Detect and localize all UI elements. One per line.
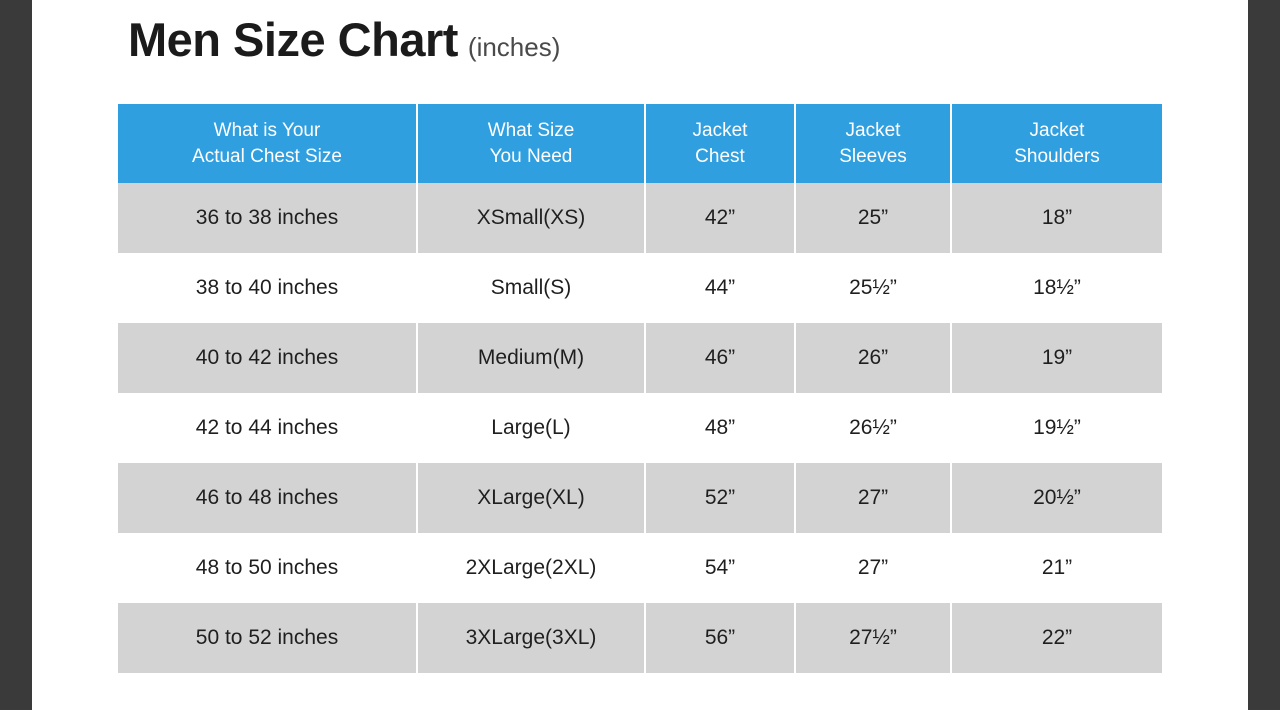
cell-jacket-sleeves: 26” xyxy=(796,323,952,393)
cell-jacket-chest: 54” xyxy=(646,533,796,603)
cell-actual-chest-size: 40 to 42 inches xyxy=(118,323,418,393)
cell-jacket-chest: 48” xyxy=(646,393,796,463)
cell-size-you-need: 2XLarge(2XL) xyxy=(418,533,646,603)
cell-jacket-shoulders: 20½” xyxy=(952,463,1162,533)
cell-jacket-shoulders: 19½” xyxy=(952,393,1162,463)
cell-jacket-chest: 42” xyxy=(646,183,796,253)
column-header-line-1: Jacket xyxy=(1029,120,1085,141)
column-header-line-2: Actual Chest Size xyxy=(192,145,342,167)
cell-jacket-shoulders: 22” xyxy=(952,603,1162,673)
table-row xyxy=(118,323,1162,393)
cell-actual-chest-size: 36 to 38 inches xyxy=(118,183,418,253)
table-row xyxy=(118,603,1162,673)
table-row xyxy=(118,253,1162,323)
cell-jacket-chest: 52” xyxy=(646,463,796,533)
table-header-row xyxy=(118,104,1162,183)
cell-jacket-sleeves: 27” xyxy=(796,463,952,533)
table-body xyxy=(118,183,1162,673)
column-header-line-1: What Size xyxy=(487,120,575,141)
column-header-size-you-need xyxy=(418,104,646,183)
right-letterbox-bar xyxy=(1248,0,1280,710)
cell-jacket-shoulders: 19” xyxy=(952,323,1162,393)
column-header-line-1: Jacket xyxy=(845,120,901,141)
cell-jacket-sleeves: 27” xyxy=(796,533,952,603)
document-sheet xyxy=(32,0,1248,710)
cell-jacket-sleeves: 25½” xyxy=(796,253,952,323)
column-header-line-2: Sleeves xyxy=(839,145,907,167)
page-title xyxy=(128,13,561,66)
cell-actual-chest-size: 50 to 52 inches xyxy=(118,603,418,673)
table-row xyxy=(118,463,1162,533)
table-row xyxy=(118,533,1162,603)
cell-size-you-need: XSmall(XS) xyxy=(418,183,646,253)
column-header-line-2: Shoulders xyxy=(1014,145,1100,167)
cell-size-you-need: Large(L) xyxy=(418,393,646,463)
table-row xyxy=(118,183,1162,253)
column-header-line-1: What is Your xyxy=(213,120,321,141)
cell-actual-chest-size: 48 to 50 inches xyxy=(118,533,418,603)
column-header-line-2: Chest xyxy=(695,145,745,167)
page-title-units: (inches) xyxy=(467,32,561,62)
column-header-jacket-shoulders xyxy=(952,104,1162,183)
cell-size-you-need: Small(S) xyxy=(418,253,646,323)
cell-size-you-need: Medium(M) xyxy=(418,323,646,393)
left-letterbox-bar xyxy=(0,0,32,710)
cell-size-you-need: 3XLarge(3XL) xyxy=(418,603,646,673)
column-header-jacket-sleeves xyxy=(796,104,952,183)
cell-jacket-shoulders: 18½” xyxy=(952,253,1162,323)
cell-jacket-sleeves: 26½” xyxy=(796,393,952,463)
cell-jacket-sleeves: 27½” xyxy=(796,603,952,673)
cell-jacket-chest: 44” xyxy=(646,253,796,323)
cell-actual-chest-size: 42 to 44 inches xyxy=(118,393,418,463)
cell-jacket-chest: 46” xyxy=(646,323,796,393)
cell-jacket-shoulders: 21” xyxy=(952,533,1162,603)
table-header xyxy=(118,104,1162,183)
column-header-line-2: You Need xyxy=(489,145,573,167)
column-header-line-1: Jacket xyxy=(692,120,748,141)
column-header-jacket-chest xyxy=(646,104,796,183)
cell-size-you-need: XLarge(XL) xyxy=(418,463,646,533)
cell-jacket-shoulders: 18” xyxy=(952,183,1162,253)
cell-actual-chest-size: 46 to 48 inches xyxy=(118,463,418,533)
cell-jacket-chest: 56” xyxy=(646,603,796,673)
cell-jacket-sleeves: 25” xyxy=(796,183,952,253)
table-row xyxy=(118,393,1162,463)
size-chart-table xyxy=(118,104,1162,673)
column-header-actual-chest-size xyxy=(118,104,418,183)
cell-actual-chest-size: 38 to 40 inches xyxy=(118,253,418,323)
page-title-main: Men Size Chart xyxy=(128,13,458,66)
